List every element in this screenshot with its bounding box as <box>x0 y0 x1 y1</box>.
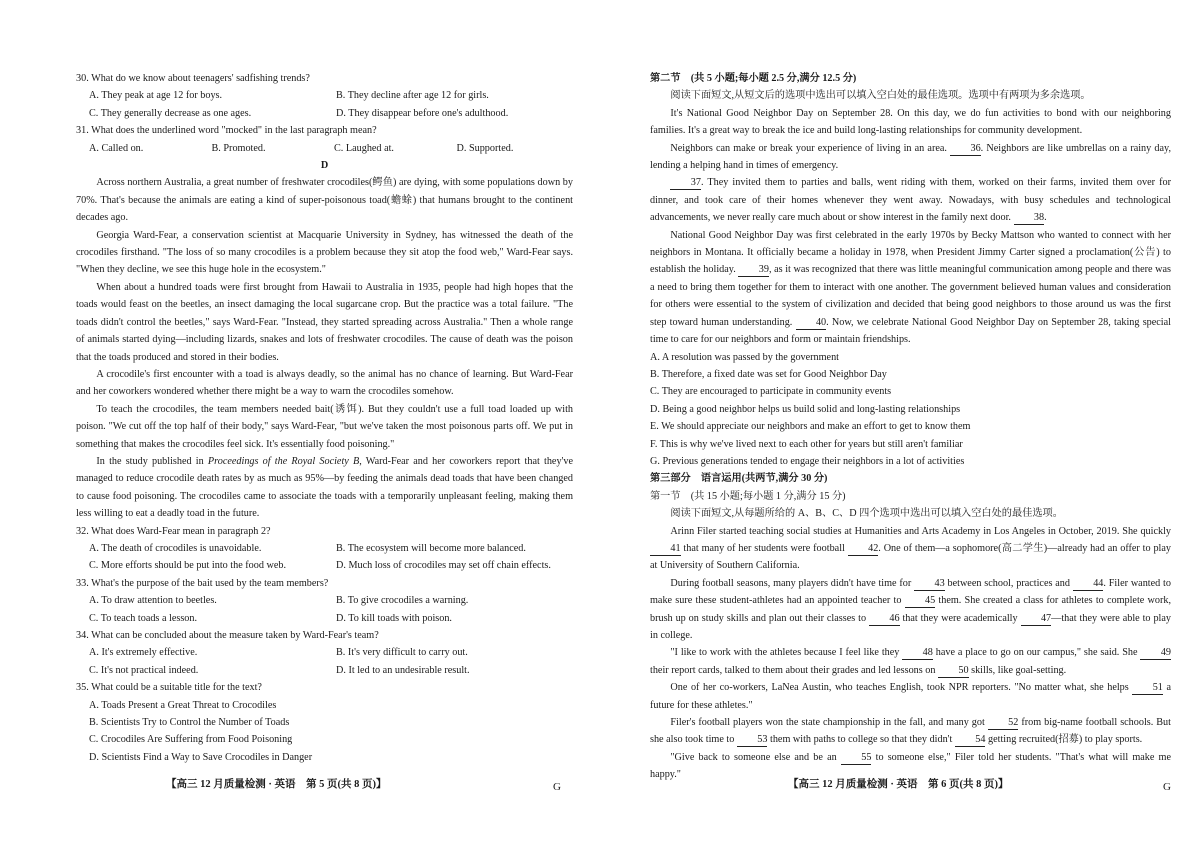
option: B. Therefore, a fixed date was set for Good Neighbor Day <box>650 368 887 380</box>
option: A. A resolution was passed by the government <box>650 351 840 363</box>
text-run: skills, like goal-setting. <box>968 664 1067 676</box>
blank-52: 52 <box>988 716 1019 730</box>
blank-51: 51 <box>1132 681 1163 695</box>
paper-version-mark: G <box>553 781 561 793</box>
option: A. Toads Present a Great Threat to Crocodiles <box>89 699 277 711</box>
text-run: them with paths to college so that they didn't <box>767 734 955 746</box>
text-run: —that they were able to play in college. <box>650 612 1171 641</box>
option: A. It's extremely effective. <box>89 647 198 659</box>
blank-36: 36 <box>950 142 981 156</box>
cloze-paragraph <box>650 714 1171 749</box>
text-run: . They invited them to parties and balls, went riding with them, worked on their farms, invited them over for dinner, and took care of their homes whenever they went away. Nowadays, with busy schedules and technological advancements, we never really care much about or show interest in the family next door. <box>650 177 1171 224</box>
blank-54: 54 <box>955 733 986 747</box>
blank-42: 42 <box>848 542 879 556</box>
question-33-stem: 33. What's the purpose of the bait used by the team members? <box>76 577 329 589</box>
text-run: between school, practices and <box>944 577 1073 589</box>
text-run: them. She created a class for athletes to complete work, brush up on study skills and plan out their classes to <box>650 595 1171 624</box>
option: A. The death of crocodiles is unavoidable. <box>89 542 262 554</box>
question-35-stem: 35. What could be a suitable title for the text? <box>76 682 262 694</box>
text-run: , as it was recognized that there was little meaningful communication among people and there was a need to bring them together for them to interact with one another. The government believed human values and consideration for others were essential to the system of civilization and decided that being good neighbors to those around us was the first step toward human understanding. <box>650 264 1171 328</box>
text-run: In the study published in <box>96 455 208 467</box>
option: D. Much loss of crocodiles may set off chain effects. <box>336 560 551 572</box>
blank-39: 39 <box>738 263 769 277</box>
passage-paragraph: It's National Good Neighbor Day on September 28. On this day, we do fun activities to bond with our neighboring families. It's a great way to break the ice and build long-lasting relationships for community development. <box>650 107 1171 137</box>
option: B. It's very difficult to carry out. <box>336 647 468 659</box>
text-run: that they were academically <box>899 612 1021 624</box>
cloze-paragraph <box>650 644 1171 679</box>
option: D. They disappear before one's adulthood. <box>336 107 509 119</box>
text-run: to someone else," Filer told her students. "That's what will make me happy." <box>650 751 1172 781</box>
blank-44: 44 <box>1073 577 1104 591</box>
passage-paragraph: To teach the crocodiles, the team members needed bait(诱饵). But they couldn't use a full toad loaded up with poison. "We cut off the top half of their body," says Ward-Fear, "but we've taken the most poisonous parts off. We put in something that makes the crocodiles feel sick. It's essentially food poisoning." <box>76 403 573 450</box>
passage-paragraph: Across northern Australia, a great number of freshwater crocodiles(鳄鱼) are dying, with some populations down by 70%. That's because the animals are eating a kind of super-poisonous toad(蟾蜍) that humans brought to the continent decades ago. <box>76 177 573 224</box>
passage-label: D <box>320 160 329 172</box>
cloze-passage <box>650 523 1171 784</box>
question-30-options <box>76 87 573 122</box>
option: F. This is why we've lived next to each other for years but still aren't familiar <box>650 438 963 450</box>
blank-53: 53 <box>737 733 768 747</box>
option: C. They generally decrease as one ages. <box>89 107 252 119</box>
blank-47: 47 <box>1021 612 1052 626</box>
text-run: , Ward-Fear and her coworkers report that they've managed to reduce crocodile death rates by as much as 95%—by feeding the animals dead toads that have been changed to cause food poisoning. The crocodiles came to associate the toads with a temporarily unpleasant feeling, making them less willing to eat a deadly toad in the future. <box>76 455 573 520</box>
text-run: "Give back to someone else and be an <box>670 751 841 763</box>
text-run: . Neighbors are like umbrellas on a rainy day, lending a helping hand in times of emergency. <box>650 142 1171 172</box>
question-31-stem: 31. What does the underlined word "mocked" in the last paragraph mean? <box>76 125 377 137</box>
text-run: During football seasons, many players didn't have time for <box>670 577 915 589</box>
blank-38: 38 <box>1014 211 1045 225</box>
text-run: . <box>1044 212 1047 224</box>
passage-paragraph: A crocodile's first encounter with a toad is always deadly, so the animal has no chance of learning. But Ward-Fear and her coworkers wondered whether there might be a way to warn the crocodiles somehow. <box>76 368 573 398</box>
journal-title: Proceedings of the Royal Society B <box>207 455 360 467</box>
question-32-stem: 32. What does Ward-Fear mean in paragraph 2? <box>76 525 271 537</box>
cloze-paragraph <box>650 523 1171 575</box>
passage-paragraph <box>650 227 1171 349</box>
option: C. They are encouraged to participate in community events <box>650 386 892 398</box>
option: C. Crocodiles Are Suffering from Food Poisoning <box>89 734 293 746</box>
question-32-options <box>76 540 573 575</box>
cloze-paragraph <box>650 575 1171 645</box>
question-34-stem: 34. What can be concluded about the measure taken by Ward-Fear's team? <box>76 630 379 641</box>
blank-49: 49 <box>1140 646 1171 660</box>
option: B. Scientists Try to Control the Number of Toads <box>89 717 290 729</box>
option: D. Being a good neighbor helps us build solid and long-lasting relationships <box>650 403 961 415</box>
section-1-title: 第一节 (共 15 小题;每小题 1 分,满分 15 分) <box>650 490 846 502</box>
section-1-instructions: 阅读下面短文,从每题所给的 A、B、C、D 四个选项中选出可以填入空白处的最佳选项。 <box>670 508 1063 520</box>
text-run: Neighbors can make or break your experience of living in an area. <box>670 142 951 154</box>
section-2-title: 第二节 (共 5 小题;每小题 2.5 分,满分 12.5 分) <box>650 73 857 84</box>
text-run: National Good Neighbor Day was first celebrated in the early 1970s by Becky Mattson who wanted to connect with her neighbors in Montana. It officially became a holiday in 1978, when President Jimmy Carter signed a proclamation(公告) to establish the holiday. <box>650 229 1171 276</box>
question-34-options <box>76 644 573 679</box>
text-run: Arinn Filer started teaching social studies at Humanities and Arts Academy in Los Angeles in October, 2019. She quickly <box>670 525 1171 537</box>
section-2-instructions: 阅读下面短文,从短文后的选项中选出可以填入空白处的最佳选项。选项中有两项为多余选项。 <box>670 90 1091 102</box>
question-31-options <box>76 140 573 157</box>
text-run: that many of her students were football <box>680 542 848 554</box>
question-30-stem: 30. What do we know about teenagers' sadfishing trends? <box>76 73 310 84</box>
option: B. The ecosystem will become more balanced. <box>336 542 526 554</box>
text-run: . One of them—a sophomore(高二学生)—already had an offer to play at University of Southern California. <box>650 542 1172 572</box>
option: D. To kill toads with poison. <box>336 612 452 624</box>
text-run: . Filer wanted to make sure these student-athletes had an appointed teacher to <box>650 577 1171 607</box>
blank-48: 48 <box>902 646 933 660</box>
text-run: "I like to work with the athletes because I feel like they <box>670 647 903 659</box>
passage-paragraph: When about a hundred toads were first brought from Hawaii to Australia in 1935, people had high hopes that the toads would feast on the beetles, an insect damaging the local sugarcane crop. But the practice was a total failure. "The toads didn't control the beetles," says Ward-Fear. "Instead, they started spreading across Australia." Then a whole range of animals started dying—including lizards, snakes and lots of freshwater crocodiles. The cause of death was the poison that the toads produced and stored in their bodies. <box>76 281 573 363</box>
right-column <box>650 70 1171 784</box>
option: C. To teach toads a lesson. <box>89 612 198 624</box>
passage-paragraph <box>650 140 1171 175</box>
passage-paragraph <box>76 453 573 523</box>
passage-paragraph <box>650 174 1171 226</box>
left-column <box>76 70 573 766</box>
option: B. They decline after age 12 for girls. <box>336 90 489 102</box>
cloze-paragraph <box>650 679 1171 714</box>
blank-45: 45 <box>905 594 936 608</box>
blank-43: 43 <box>914 577 945 591</box>
gap-fill-options <box>650 349 1171 471</box>
text-run: getting recruited(招募) to play sports. <box>985 734 1143 746</box>
option: C. It's not practical indeed. <box>89 664 199 676</box>
page-footer: 【高三 12 月质量检测 · 英语 第 5 页(共 8 页)】 <box>166 779 387 790</box>
blank-37: 37 <box>670 176 701 190</box>
text-run: their report cards, talked to them about their grades and led lessons on <box>650 664 938 676</box>
option: E. We should appreciate our neighbors and make an effort to get to know them <box>650 421 971 433</box>
option: C. Laughed at. <box>334 142 394 154</box>
option: B. Promoted. <box>211 142 266 154</box>
option: A. To draw attention to beetles. <box>89 595 217 607</box>
text-run: Filer's football players won the state championship in the fall, and many got <box>670 717 988 729</box>
blank-40: 40 <box>796 316 827 330</box>
option: D. Supported. <box>456 142 514 154</box>
question-33-options <box>76 592 573 627</box>
option: B. To give crocodiles a warning. <box>336 595 469 607</box>
paper-version-mark: G <box>1163 781 1171 793</box>
blank-50: 50 <box>938 664 969 678</box>
blank-46: 46 <box>869 612 900 626</box>
right-page <box>600 0 1200 849</box>
question-35-options <box>76 697 573 767</box>
option: C. More efforts should be put into the food web. <box>89 560 287 572</box>
text-run: a future for these athletes." <box>650 682 1171 711</box>
passage-paragraph: Georgia Ward-Fear, a conservation scientist at Macquarie University in Sydney, has witnessed the death of the crocodiles firsthand. "The loss of so many crocodiles is a problem because they sit atop the food web," Ward-Fear says. "When they decline, we see this huge hole in the ecosystem." <box>76 229 573 276</box>
text-run: One of her co-workers, LaNea Austin, who teaches English, took NPR reporters. "No matter what, she helps <box>670 682 1133 694</box>
page-footer: 【高三 12 月质量检测 · 英语 第 6 页(共 8 页)】 <box>788 779 1009 790</box>
option: A. They peak at age 12 for boys. <box>89 90 223 102</box>
blank-41: 41 <box>650 542 681 556</box>
option: D. It led to an undesirable result. <box>336 664 470 676</box>
option: A. Called on. <box>89 142 144 154</box>
text-run: from big-name football schools. But she also took time to <box>650 717 1171 746</box>
part-3-title: 第三部分 语言运用(共两节,满分 30 分) <box>650 473 828 485</box>
option: D. Scientists Find a Way to Save Crocodiles in Danger <box>89 751 313 763</box>
option: G. Previous generations tended to engage their neighbors in a lot of activities <box>650 455 965 467</box>
text-run: . Now, we celebrate National Good Neighbor Day on September 28, taking special time to care for our neighbors and form or maintain friendships. <box>650 316 1171 346</box>
text-run: have a place to go on our campus," she said. She <box>932 647 1141 659</box>
blank-55: 55 <box>841 751 872 765</box>
